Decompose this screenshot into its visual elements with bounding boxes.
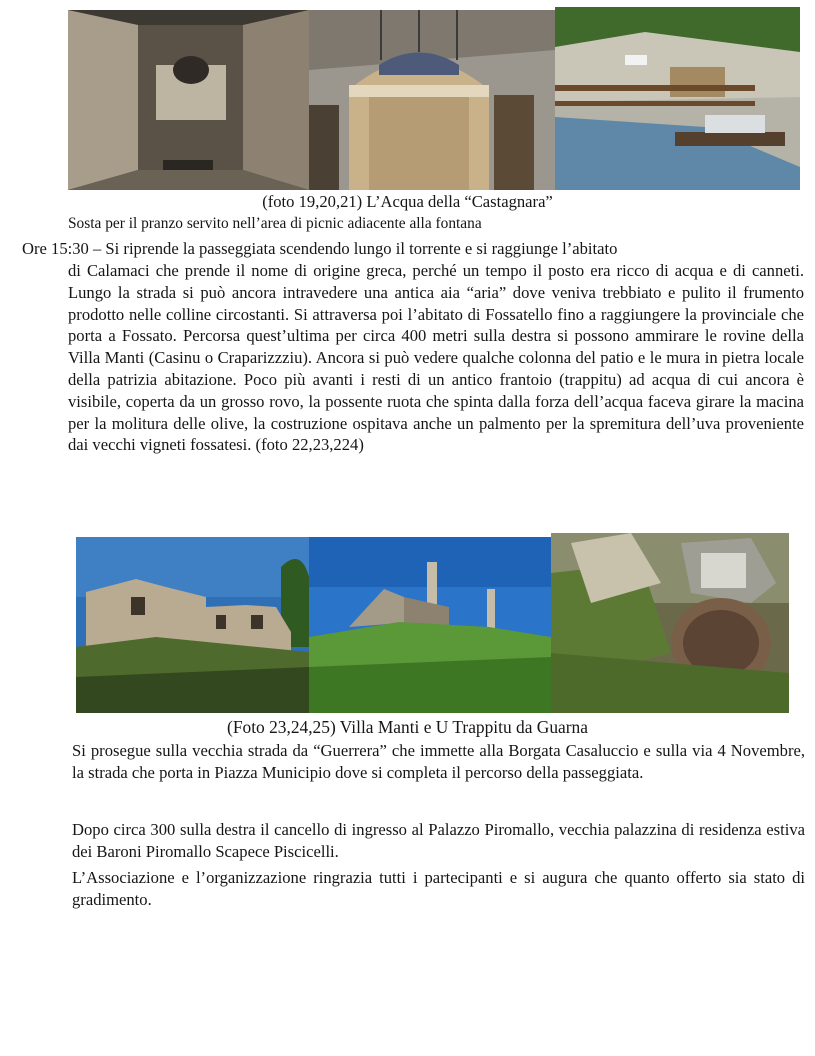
lunch-note: Sosta per il pranzo servito nell’area di picnic adiacente alla fontana	[68, 215, 482, 232]
trappitu-mill-photo	[551, 533, 789, 713]
closing-paragraph-thanks: L’Associazione e l’organizzazione ringrazia tutti i partecipanti e si augura che quanto offerto sia stato di gradimento.	[72, 868, 805, 909]
villa-manti-ruins-photo	[76, 537, 309, 713]
afternoon-first-line-text: – Si riprende la passeggiata scendendo lungo il torrente e si raggiunge l’abitato	[92, 239, 618, 258]
top-photos-caption: (foto 19,20,21) L’Acqua della “Castagnara”	[262, 192, 553, 211]
afternoon-first-line	[22, 238, 804, 260]
closing-paragraph-route: Si prosegue sulla vecchia strada da “Guerrera” che immette alla Borgata Casaluccio e sulla via 4 Novembre, la strada che porta in Piazza Municipio dove si completa il percorso della passeggiata.	[72, 741, 805, 782]
ruins-with-chimneys-photo	[309, 537, 551, 713]
castagnara-fountain-photo	[309, 10, 555, 190]
closing-paragraph-palazzo: Dopo circa 300 sulla destra il cancello di ingresso al Palazzo Piromallo, vecchia palazzina di residenza estiva dei Baroni Piromallo Scapece Piscicelli.	[72, 820, 805, 861]
picnic-area-photo	[555, 7, 800, 190]
castagnara-spring-interior-photo	[68, 10, 309, 190]
time-label: Ore 15:30	[22, 239, 89, 258]
bottom-photos-caption: (Foto 23,24,25) Villa Manti e U Trappitu da Guarna	[227, 717, 588, 737]
afternoon-body: di Calamaci che prende il nome di origine greca, perché un tempo il posto era ricco di acqua e di canneti. Lungo la strada si può ancora intravedere una antica aia “aria” dove veniva trebbiato e pulito il frumento prodotto nelle colline circostanti. Si attraversa poi l’abitato di Fossatello fino a raggiungere la provinciale che porta a Fossato. Percorsa quest’ultima per circa 400 metri sulla destra si possono ammirare le rovine della Villa Manti (Casinu o Craparizzziu). Ancora si può vedere qualche colonna del patio e le mura in pietra locale della patrizia abitazione. Poco più avanti i resti di un antico frantoio (trappitu) ad acqua di cui ancora è visibile, coperta da un grosso rovo, la possente ruota che spinta dalla forza dell’acqua faceva girare la macina per la molitura delle olive, la costruzione ospitava anche un palmento per la spremitura dell’uva proveniente dai vecchi vigneti fossatesi. (foto 22,23,224)	[68, 261, 804, 455]
